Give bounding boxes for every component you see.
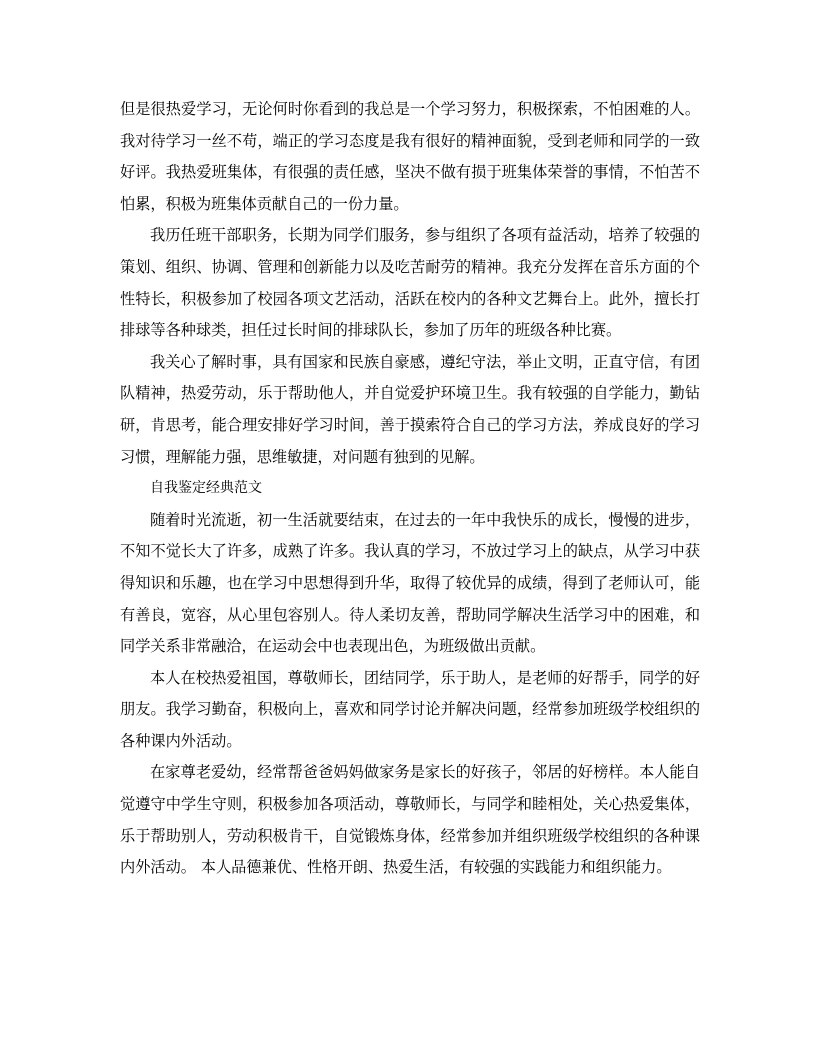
paragraph: 随着时光流逝，初一生活就要结束，在过去的一年中我快乐的成长，慢慢的进步，不知不觉长大了许多，成熟了许多。我认真的学习，不放过学习上的缺点，从学习中获得知识和乐趣，也在学习中思想得到升华，取得了较优异的成绩，得到了老师认可，能有善良，宽容，从心里包容别人。待人柔切友善，帮助同学解决生活学习中的困难，和同学关系非常融洽，在运动会中也表现出色，为班级做出贡献。 [120, 510, 700, 656]
paragraph: 在家尊老爱幼，经常帮爸爸妈妈做家务是家长的好孩子，邻居的好榜样。本人能自觉遵守中学生守则，积极参加各项活动，尊敬师长，与同学和睦相处，关心热爱集体，乐于帮助别人，劳动积极肯干，自觉锻炼身体，经常参加并组织班级学校组织的各种课内外活动。 本人品德兼优、性格开朗、热爱生活，有较强的实践能力和组织能力。 [120, 763, 700, 877]
section-heading: 自我鉴定经典范文 [150, 480, 262, 497]
paragraph: 本人在校热爱祖国，尊敬师长，团结同学，乐于助人，是老师的好帮手，同学的好朋友。我学习勤奋，积极向上，喜欢和同学讨论并解决问题，经常参加班级学校组织的各种课内外活动。 [120, 668, 700, 750]
paragraph: 我历任班干部职务，长期为同学们服务，参与组织了各项有益活动，培养了较强的策划、组织、协调、管理和创新能力以及吃苦耐劳的精神。我充分发挥在音乐方面的个性特长，积极参加了校园各项文艺活动，活跃在校内的各种文艺舞台上。此外，擅长打排球等各种球类，担任过长时间的排球队长，参加了历年的班级各种比赛。 [120, 226, 700, 340]
document-page [120, 94, 700, 884]
paragraph: 但是很热爱学习，无论何时你看到的我总是一个学习努力，积极探索，不怕困难的人。我对待学习一丝不苟，端正的学习态度是我有很好的精神面貌，受到老师和同学的一致好评。我热爱班集体，有很强的责任感，坚决不做有损于班集体荣誉的事情，不怕苦不怕累，积极为班集体贡献自己的一份力量。 [120, 100, 700, 213]
paragraph: 我关心了解时事，具有国家和民族自豪感，遵纪守法，举止文明，正直守信，有团队精神，热爱劳动，乐于帮助他人，并自觉爱护环境卫生。我有较强的自学能力，勤钻研，肯思考，能合理安排好学习时间，善于摸索符合自己的学习方法，养成良好的学习习惯，理解能力强，思维敏捷，对问题有独到的见解。 [120, 352, 700, 466]
